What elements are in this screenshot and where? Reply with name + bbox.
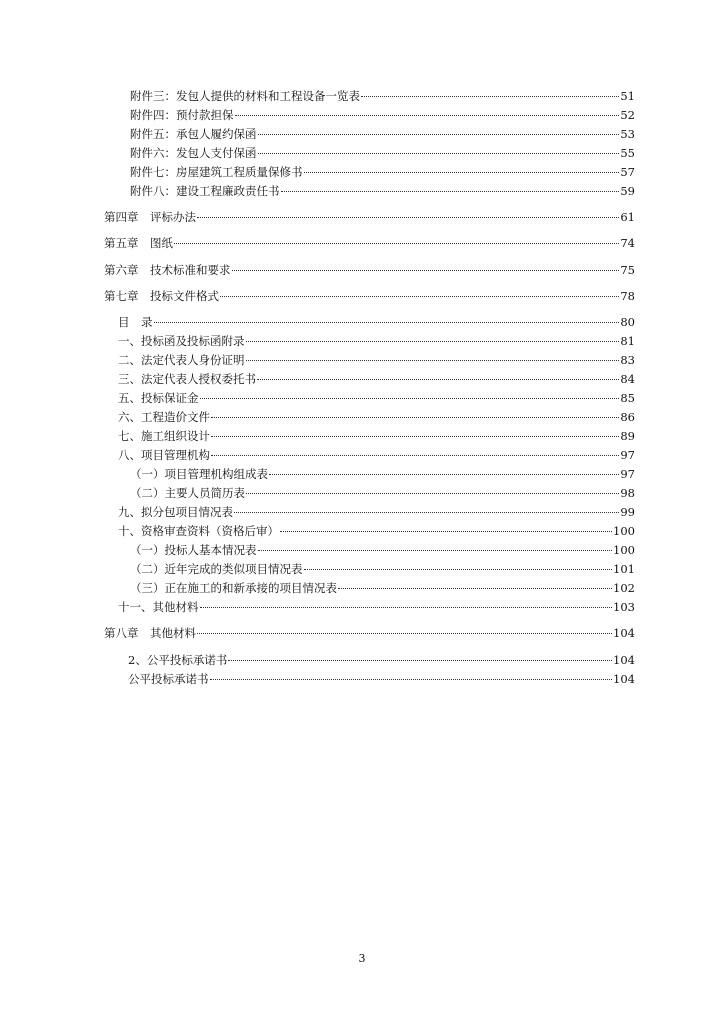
toc-entry-page: 84 <box>620 372 635 386</box>
toc-entry-label: 第五章 图纸 <box>104 236 173 250</box>
toc-entry-page: 98 <box>620 486 635 500</box>
toc-entry-page: 52 <box>620 108 635 122</box>
toc-entry-label: 附件三：发包人提供的材料和工程设备一览表 <box>130 89 360 103</box>
dot-leader <box>154 322 620 323</box>
toc-entry[interactable] <box>118 448 635 462</box>
toc-entry-page: 75 <box>620 263 635 277</box>
toc-entry[interactable] <box>130 562 635 576</box>
toc-entry[interactable] <box>118 315 635 329</box>
toc-entry-page: 74 <box>620 236 635 250</box>
dot-leader <box>258 153 620 154</box>
dot-leader <box>338 588 612 589</box>
toc-entry[interactable] <box>130 89 635 103</box>
toc-entry[interactable] <box>128 672 635 686</box>
toc-entry-label: 2、公平投标承诺书 <box>128 653 228 667</box>
dot-leader <box>228 660 612 661</box>
dot-leader <box>232 270 620 271</box>
toc-entry[interactable] <box>130 543 635 557</box>
toc-entry-page: 55 <box>620 146 635 160</box>
dot-leader <box>197 633 612 634</box>
toc-entry-label: 第八章 其他材料 <box>104 626 196 640</box>
toc-entry-page: 53 <box>620 127 635 141</box>
toc-entry-page: 78 <box>620 289 635 303</box>
toc-entry-label: （三）正在施工的和新承接的项目情况表 <box>130 581 337 595</box>
toc-entry-page: 104 <box>613 626 635 640</box>
toc-entry-label: 附件四：预付款担保 <box>130 108 234 122</box>
toc-chapter-entry[interactable] <box>104 210 635 224</box>
toc-entry[interactable] <box>130 146 635 160</box>
toc-entry-label: 七、施工组织设计 <box>118 429 210 443</box>
toc-entry-page: 101 <box>613 562 635 576</box>
toc-entry[interactable] <box>118 353 635 367</box>
toc-entry-label: （一）投标人基本情况表 <box>130 543 257 557</box>
toc-entry-page: 102 <box>613 581 635 595</box>
toc-entry-label: 附件八：建设工程廉政责任书 <box>130 184 280 198</box>
toc-entry-label: 第七章 投标文件格式 <box>104 289 219 303</box>
dot-leader <box>258 550 613 551</box>
toc-entry-page: 104 <box>613 672 635 686</box>
toc-entry[interactable] <box>118 391 635 405</box>
toc-entry-page: 83 <box>620 353 635 367</box>
dot-leader <box>197 217 619 218</box>
toc-entry-page: 57 <box>620 165 635 179</box>
toc-entry-page: 61 <box>620 210 635 224</box>
toc-entry-page: 85 <box>620 391 635 405</box>
toc-entry[interactable] <box>118 600 635 614</box>
toc-entry[interactable] <box>118 429 635 443</box>
toc-entry[interactable] <box>130 108 635 122</box>
dot-leader <box>257 379 619 380</box>
dot-leader <box>174 243 619 244</box>
dot-leader <box>280 531 612 532</box>
dot-leader <box>246 493 619 494</box>
toc-chapter-entry[interactable] <box>104 263 635 277</box>
toc-chapter-entry[interactable] <box>104 236 635 250</box>
dot-leader <box>304 172 620 173</box>
toc-entry[interactable] <box>118 505 635 519</box>
toc-entry-page: 100 <box>613 543 635 557</box>
toc-entry[interactable] <box>130 127 635 141</box>
dot-leader <box>235 115 620 116</box>
toc-entry-label: 九、拟分包项目情况表 <box>118 505 233 519</box>
toc-entry[interactable] <box>130 184 635 198</box>
toc-entry-label: 目 录 <box>118 315 153 329</box>
toc-entry-label: 八、项目管理机构 <box>118 448 210 462</box>
toc-entry-page: 99 <box>620 505 635 519</box>
dot-leader <box>220 296 619 297</box>
toc-entry-label: 五、投标保证金 <box>118 391 199 405</box>
toc-entry[interactable] <box>118 334 635 348</box>
toc-entry-label: 第六章 技术标准和要求 <box>104 263 231 277</box>
toc-entry-label: 公平投标承诺书 <box>128 672 209 686</box>
toc-entry[interactable] <box>128 653 635 667</box>
dot-leader <box>200 398 620 399</box>
toc-entry-label: 三、法定代表人授权委托书 <box>118 372 256 386</box>
toc-entry-label: （二）主要人员简历表 <box>130 486 245 500</box>
toc-entry-label: 二、法定代表人身份证明 <box>118 353 245 367</box>
toc-entry-page: 100 <box>613 524 635 538</box>
dot-leader <box>211 455 619 456</box>
dot-leader <box>269 474 619 475</box>
dot-leader <box>246 341 620 342</box>
toc-entry-label: 附件六：发包人支付保函 <box>130 146 257 160</box>
page-number: 3 <box>358 952 366 965</box>
dot-leader <box>281 191 620 192</box>
dot-leader <box>234 512 619 513</box>
dot-leader <box>211 417 619 418</box>
toc-entry-page: 86 <box>620 410 635 424</box>
toc-entry[interactable] <box>118 524 635 538</box>
dot-leader <box>200 607 613 608</box>
toc-entry-label: 十一、其他材料 <box>118 600 199 614</box>
toc-entry-page: 97 <box>620 448 635 462</box>
toc-entry-label: 附件七：房屋建筑工程质量保修书 <box>130 165 303 179</box>
toc-entry[interactable] <box>130 486 635 500</box>
toc-entry-label: 附件五：承包人履约保函 <box>130 127 257 141</box>
toc-entry-page: 89 <box>620 429 635 443</box>
toc-entry[interactable] <box>130 467 635 481</box>
toc-chapter-entry[interactable] <box>104 626 635 640</box>
toc-entry-label: 一、投标函及投标函附录 <box>118 334 245 348</box>
dot-leader <box>361 96 619 97</box>
dot-leader <box>304 569 613 570</box>
toc-entry-page: 97 <box>620 467 635 481</box>
toc-entry-label: （一）项目管理机构组成表 <box>130 467 268 481</box>
dot-leader <box>210 679 613 680</box>
toc-entry[interactable] <box>130 581 635 595</box>
toc-entry[interactable] <box>118 372 635 386</box>
toc-entry-label: 第四章 评标办法 <box>104 210 196 224</box>
toc-entry-page: 103 <box>613 600 635 614</box>
toc-entry[interactable] <box>118 410 635 424</box>
toc-entry-label: （二）近年完成的类似项目情况表 <box>130 562 303 576</box>
dot-leader <box>211 436 619 437</box>
toc-entry-page: 81 <box>620 334 635 348</box>
toc-entry-page: 59 <box>620 184 635 198</box>
dot-leader <box>258 134 620 135</box>
toc-entry-label: 六、工程造价文件 <box>118 410 210 424</box>
toc-entry[interactable] <box>130 165 635 179</box>
toc-entry-page: 51 <box>620 89 635 103</box>
toc-entry-page: 80 <box>620 315 635 329</box>
toc-chapter-entry[interactable] <box>104 289 635 303</box>
dot-leader <box>246 360 620 361</box>
toc-entry-label: 十、资格审查资料（资格后审） <box>118 524 279 538</box>
toc-entry-page: 104 <box>613 653 635 667</box>
